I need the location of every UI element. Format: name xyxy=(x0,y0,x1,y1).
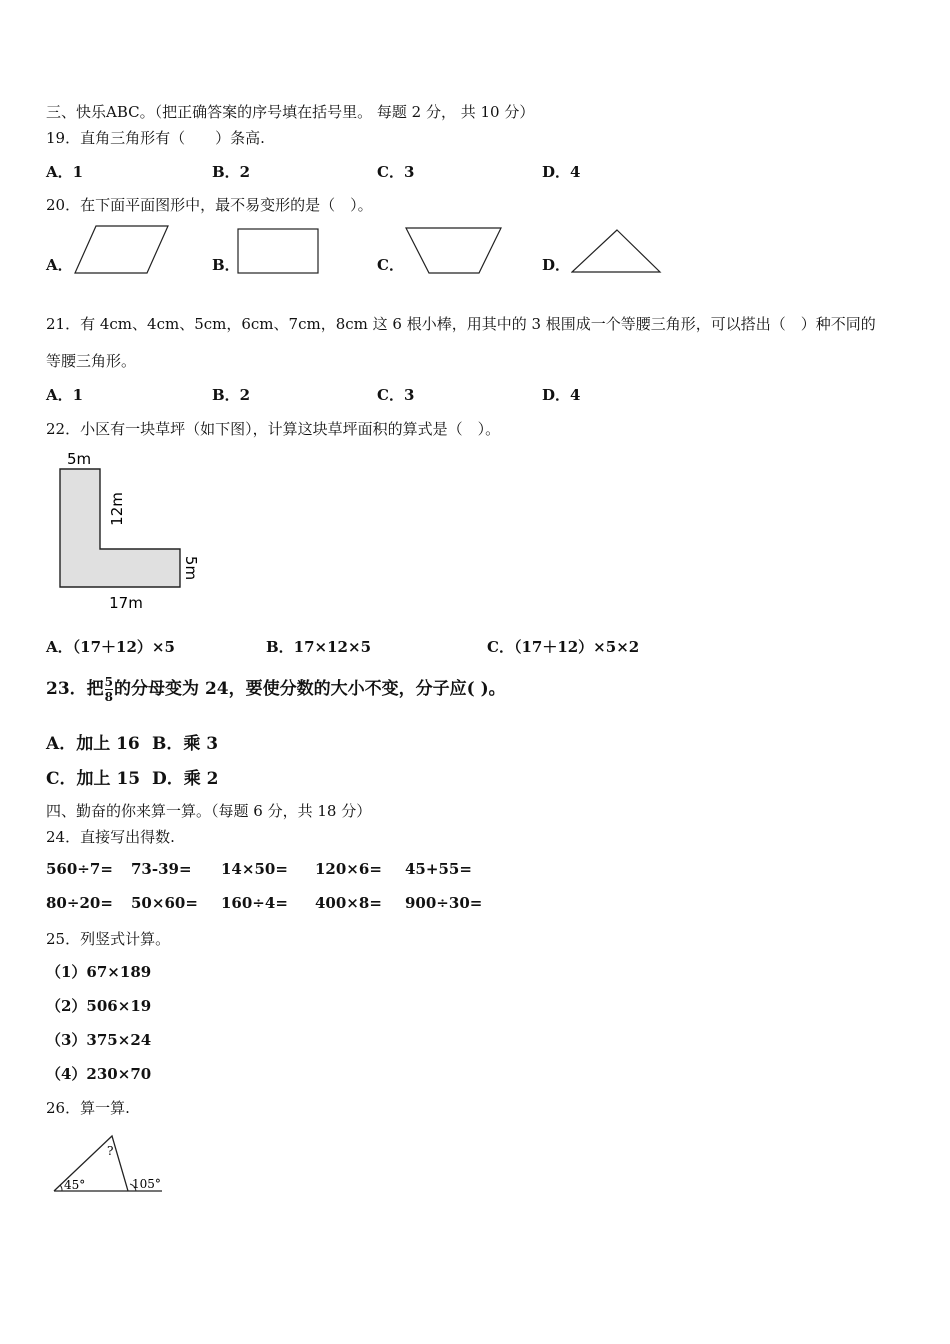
calc-item: 50×60= xyxy=(131,894,198,912)
calc-item: 73-39= xyxy=(131,860,192,878)
question-text: 直接写出得数. xyxy=(80,828,175,846)
trapezoid-shape xyxy=(405,227,503,275)
triangle-angle-figure xyxy=(50,1130,170,1200)
parallelogram-shape xyxy=(74,225,170,275)
vertical-calc-item: （4）230×70 xyxy=(46,1065,152,1083)
calc-item: 80÷20= xyxy=(46,894,113,912)
question-24 xyxy=(46,826,175,847)
lawn-figure xyxy=(52,447,212,617)
q23-option-a: A．加上 16 xyxy=(46,734,140,754)
question-text: 直角三角形有（ ）条高. xyxy=(80,129,265,147)
q20-option-b: B． xyxy=(212,256,240,274)
question-number: 20． xyxy=(46,196,81,214)
calc-item: 900÷30= xyxy=(405,894,483,912)
question-21-continued: 等腰三角形。 xyxy=(46,352,137,370)
q19-option-a: A．1 xyxy=(46,163,84,181)
calc-item: 14×50= xyxy=(221,860,288,878)
question-text: 算一算. xyxy=(80,1099,130,1117)
fraction xyxy=(105,675,113,704)
question-26 xyxy=(46,1097,130,1118)
q22-option-c: C．（17＋12）×5×2 xyxy=(487,638,640,656)
triangle-shape xyxy=(571,229,663,275)
calc-item: 160÷4= xyxy=(221,894,288,912)
small-right-length-label: 5m xyxy=(182,555,200,581)
question-23: 23．把 $\frac{5}{8}$ 的分母变为 24，要使分数的大小不变，分子应( )。 xyxy=(46,675,506,704)
q20-option-a: A． xyxy=(46,256,73,274)
question-20 xyxy=(46,194,373,215)
question-text: 在下面平面图形中，最不易变形的是（ ）。 xyxy=(80,196,373,214)
question-text: 有 4cm、4cm、5cm，6cm、7cm，8cm 这 6 根小棒，用其中的 3 根围成一个等腰三角形，可以搭出（ ）种不同的 xyxy=(80,315,876,333)
q23-option-d: D．乘 2 xyxy=(152,769,219,789)
q20-option-c: C． xyxy=(377,256,404,274)
fraction-numerator: 5 xyxy=(104,675,114,689)
question-25 xyxy=(46,928,170,949)
section-3-title: 三、快乐ABC。（把正确答案的序号填在括号里。 每题 2 分， 共 10 分） xyxy=(46,103,535,121)
section-4-title: 四、勤奋的你来算一算。（每题 6 分，共 18 分） xyxy=(46,802,372,820)
question-19 xyxy=(46,127,265,148)
right-length-label: 12m xyxy=(108,492,126,526)
vertical-calc-item: （3）375×24 xyxy=(46,1031,152,1049)
q22-option-a: A．（17＋12）×5 xyxy=(46,638,175,656)
question-number: 24． xyxy=(46,828,81,846)
question-number: 21． xyxy=(46,315,81,333)
unknown-angle-label: ? xyxy=(107,1144,114,1158)
q21-option-a: A．1 xyxy=(46,386,84,404)
vertical-calc-item: （1）67×189 xyxy=(46,963,152,981)
rectangle-shape xyxy=(237,228,321,276)
calc-item: 560÷7= xyxy=(46,860,113,878)
angle-45-label: 45° xyxy=(64,1178,86,1192)
question-number: 25． xyxy=(46,930,81,948)
bottom-length-label: 17m xyxy=(109,594,143,612)
calc-item: 120×6= xyxy=(315,860,382,878)
calc-item: 45+55= xyxy=(405,860,472,878)
question-21 xyxy=(46,313,876,334)
fraction-denominator: 8 xyxy=(104,690,114,704)
q21-option-c: C．3 xyxy=(377,386,415,404)
q21-option-d: D．4 xyxy=(542,386,581,404)
question-number: 23． xyxy=(46,679,87,699)
question-number: 22． xyxy=(46,420,81,438)
q21-option-b: B．2 xyxy=(212,386,251,404)
question-22 xyxy=(46,418,500,439)
q20-option-d: D． xyxy=(542,256,571,274)
q22-option-b: B．17×12×5 xyxy=(266,638,372,656)
question-number: 19． xyxy=(46,129,81,147)
q23-option-c: C．加上 15 xyxy=(46,769,141,789)
q19-option-b: B．2 xyxy=(212,163,251,181)
question-number: 26． xyxy=(46,1099,81,1117)
top-length-label: 5m xyxy=(67,450,92,468)
q23-option-b: B．乘 3 xyxy=(152,734,219,754)
q19-option-c: C．3 xyxy=(377,163,415,181)
vertical-calc-item: （2）506×19 xyxy=(46,997,152,1015)
question-text: 列竖式计算。 xyxy=(80,930,171,948)
q19-option-d: D．4 xyxy=(542,163,581,181)
calc-item: 400×8= xyxy=(315,894,382,912)
lawn-shape xyxy=(60,469,180,587)
angle-105-label: 105° xyxy=(132,1177,161,1191)
question-text: 小区有一块草坪（如下图），计算这块草坪面积的算式是（ ）。 xyxy=(80,420,501,438)
